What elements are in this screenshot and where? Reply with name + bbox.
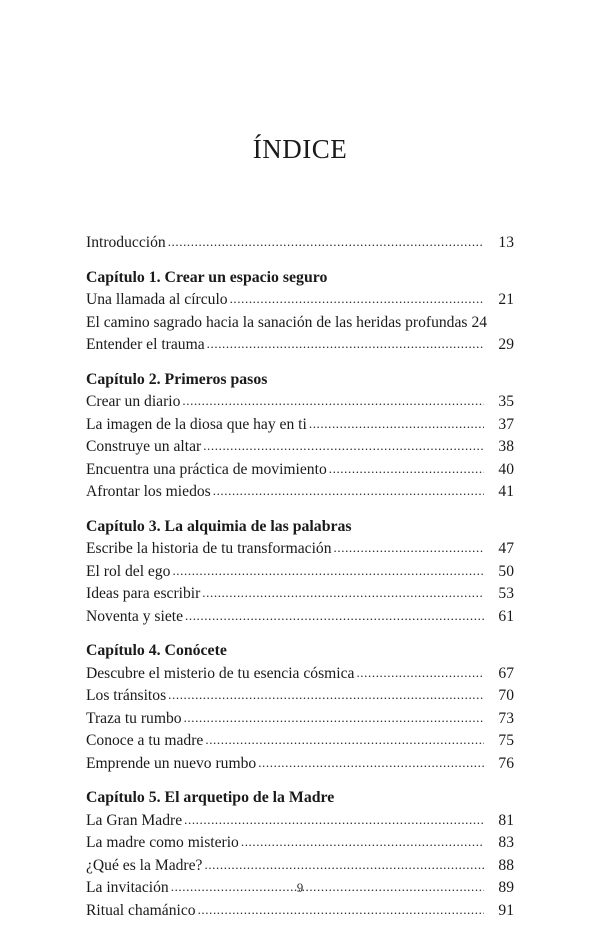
toc-entry[interactable]	[86, 538, 514, 561]
page-title: ÍNDICE	[252, 134, 348, 164]
toc-entry-label: Ritual chamánico	[86, 901, 196, 919]
toc-entry-page: 38	[498, 438, 514, 455]
toc-entry-page: 89	[498, 879, 514, 896]
toc-entry-page: 75	[498, 732, 514, 749]
toc-entry[interactable]	[86, 391, 514, 414]
toc-entry-label: El camino sagrado hacia la sanación de las heridas profundas	[86, 313, 468, 331]
dot-leader	[334, 537, 484, 560]
chapter-heading[interactable]: Capítulo 2. Primeros pasos	[86, 370, 268, 388]
toc-entry[interactable]	[86, 312, 514, 335]
dot-leader	[213, 480, 484, 503]
toc-entry[interactable]	[86, 900, 514, 923]
toc-entry[interactable]	[86, 436, 514, 459]
dot-leader	[258, 752, 484, 775]
toc-entry-label: La madre como misterio	[86, 834, 239, 851]
toc-entry-page: 41	[498, 483, 514, 500]
toc-entry-page: 73	[498, 709, 514, 727]
dot-leader	[168, 684, 484, 707]
toc-entry-page: 37	[498, 415, 514, 433]
chapter-heading[interactable]: Capítulo 1. Crear un espacio seguro	[86, 268, 328, 286]
toc-entry-page: 61	[498, 607, 514, 625]
toc-entry[interactable]	[86, 606, 514, 629]
toc-entry-label: Conoce a tu madre	[86, 732, 204, 749]
toc-entry-label: Descubre el misterio de tu esencia cósmica	[86, 664, 355, 682]
toc-entry-label: El rol del ego	[86, 562, 171, 580]
toc-entry-label: ¿Qué es la Madre?	[86, 856, 203, 874]
chapter-heading[interactable]: Capítulo 4. Conócete	[86, 642, 227, 659]
dot-leader	[356, 662, 484, 685]
toc-entry-label: Una llamada al círculo	[86, 291, 228, 308]
toc-entry-label: Escribe la historia de tu transformación	[86, 540, 332, 557]
chapter-heading[interactable]: Capítulo 5. El arquetipo de la Madre	[86, 789, 335, 806]
toc-entry[interactable]	[86, 663, 514, 686]
toc-entry-page: 21	[498, 291, 514, 308]
toc-entry[interactable]	[86, 832, 514, 855]
dot-leader	[184, 707, 484, 730]
dot-leader	[207, 333, 484, 356]
toc-entry[interactable]	[86, 730, 514, 753]
dot-leader	[205, 729, 484, 752]
dot-leader	[184, 809, 484, 832]
toc-entry-page: 67	[498, 664, 514, 682]
dot-leader	[198, 899, 484, 922]
page-number: 9	[296, 880, 304, 895]
dot-leader	[204, 854, 484, 877]
toc-entry[interactable]	[86, 289, 514, 312]
dot-leader	[172, 560, 484, 583]
toc-entry-label: Introducción	[86, 234, 166, 251]
toc-entry[interactable]	[86, 414, 514, 437]
toc-entry[interactable]	[86, 481, 514, 504]
toc-entry[interactable]	[86, 685, 514, 708]
toc-entry-page: 76	[498, 754, 514, 772]
toc-entry-label: La Gran Madre	[86, 811, 183, 829]
toc-entry[interactable]	[86, 334, 514, 357]
toc-entry[interactable]	[86, 583, 514, 606]
toc-entry-introduction[interactable]	[86, 232, 514, 255]
toc-entry[interactable]	[86, 459, 514, 482]
toc-entry-label: La invitación	[86, 879, 169, 896]
toc-entry[interactable]	[86, 810, 514, 833]
toc-entry-page: 24	[471, 313, 488, 331]
toc-entry-label: Emprende un nuevo rumbo	[86, 754, 257, 772]
toc-entry-page: 47	[498, 540, 514, 557]
toc-entry-label: Los tránsitos	[86, 687, 167, 704]
dot-leader	[309, 413, 484, 436]
toc-entry-page: 91	[498, 901, 514, 919]
toc-entry-label: Construye un altar	[86, 438, 202, 455]
dot-leader	[241, 831, 484, 854]
chapter-heading[interactable]: Capítulo 3. La alquimia de las palabras	[86, 517, 352, 535]
dot-leader	[185, 605, 484, 628]
toc-entry[interactable]	[86, 561, 514, 584]
dot-leader	[168, 231, 484, 254]
dot-leader	[203, 435, 484, 458]
toc-entry-page: 35	[498, 393, 514, 410]
toc-entry-page: 81	[498, 811, 514, 829]
toc-entry-label: Entender el trauma	[86, 336, 205, 353]
toc-entry-page: 70	[498, 687, 514, 704]
toc-entry-page: 83	[498, 834, 514, 851]
toc-entry-page: 13	[498, 234, 514, 251]
dot-leader	[182, 390, 484, 413]
toc-entry-page: 29	[498, 336, 514, 353]
toc-entry[interactable]	[86, 753, 514, 776]
dot-leader	[230, 288, 484, 311]
toc-entry-label: Encuentra una práctica de movimiento	[86, 460, 327, 478]
dot-leader	[329, 458, 484, 481]
toc-entry-page: 88	[498, 856, 514, 874]
table-of-contents	[86, 232, 514, 922]
toc-entry[interactable]	[86, 855, 514, 878]
toc-entry-page: 40	[498, 460, 514, 478]
toc-entry-label: Noventa y siete	[86, 607, 183, 625]
toc-entry-label: Afrontar los miedos	[86, 483, 211, 500]
toc-entry-label: Crear un diario	[86, 393, 181, 410]
toc-entry-page: 50	[498, 562, 514, 580]
toc-entry[interactable]	[86, 708, 514, 731]
toc-entry-page: 53	[498, 585, 514, 602]
toc-entry-label: Ideas para escribir	[86, 585, 201, 602]
dot-leader	[202, 582, 484, 605]
toc-entry-label: La imagen de la diosa que hay en ti	[86, 415, 307, 433]
toc-entry-label: Traza tu rumbo	[86, 709, 182, 727]
